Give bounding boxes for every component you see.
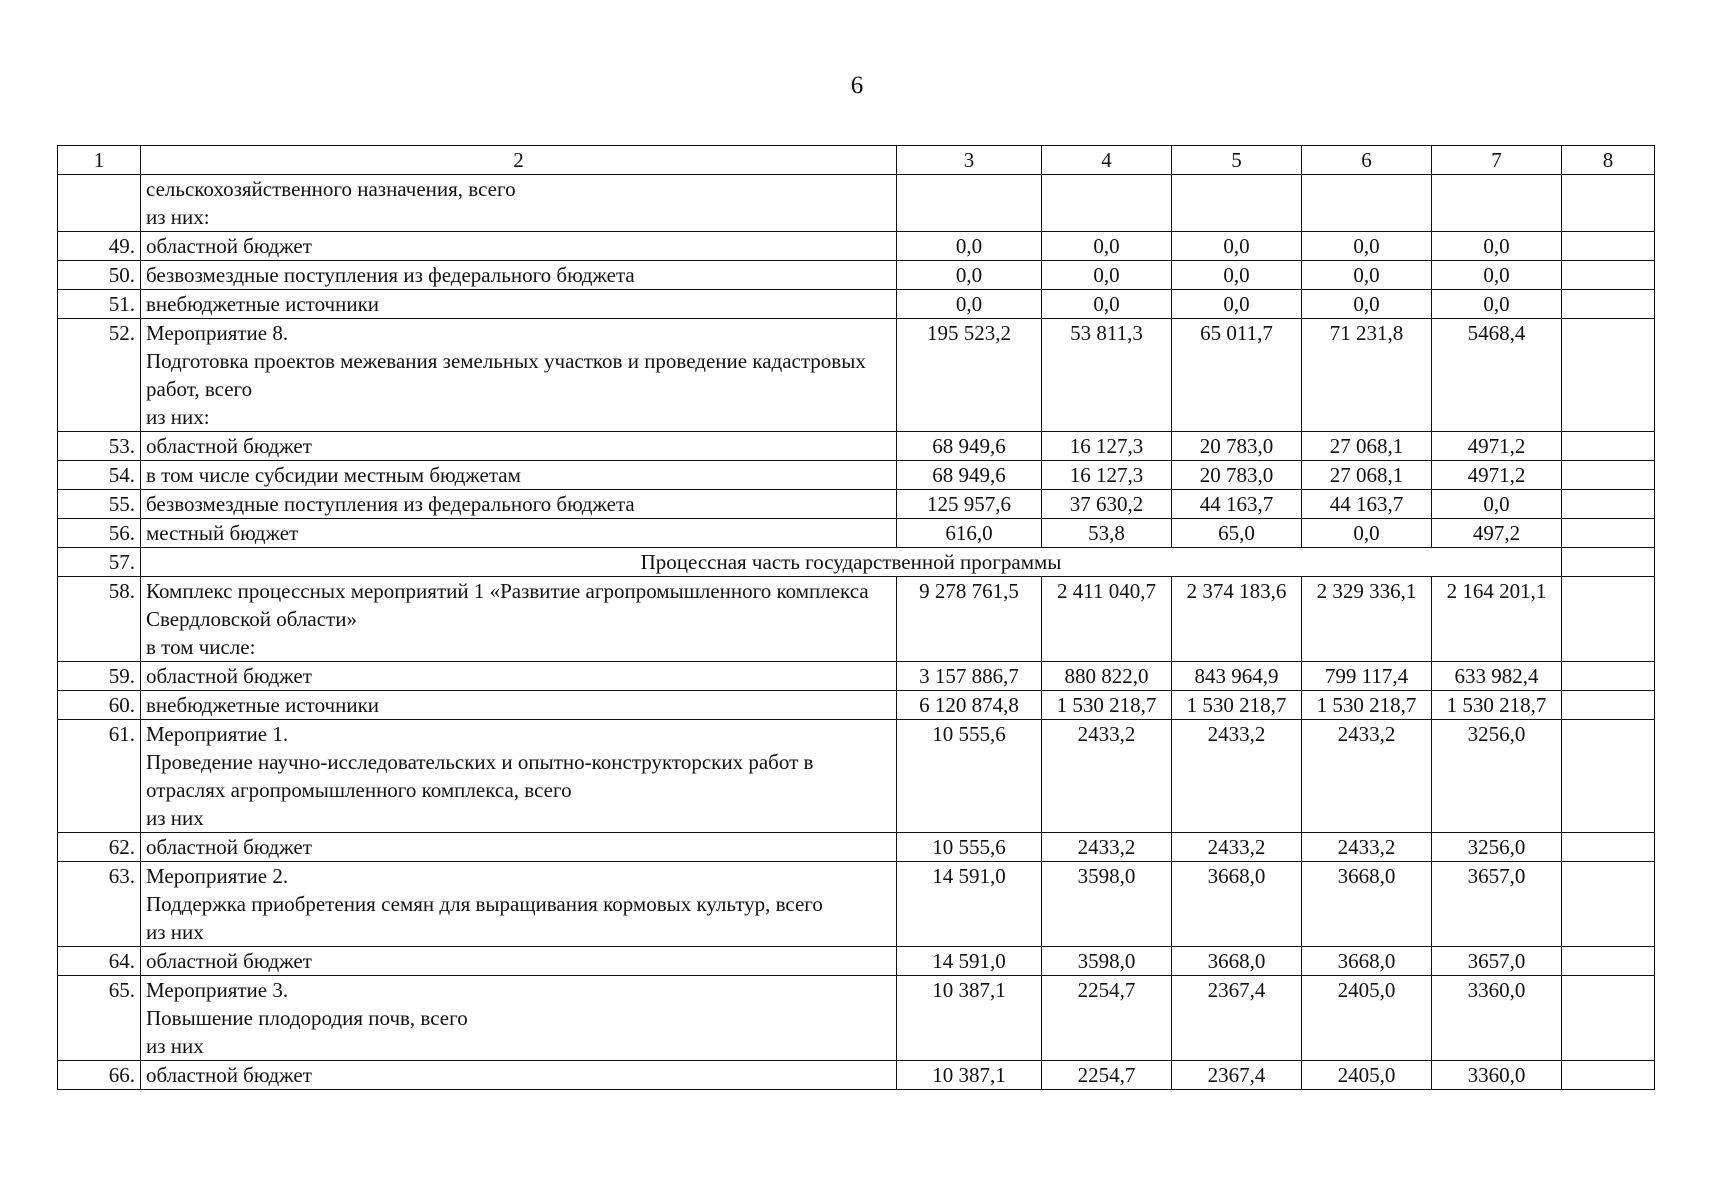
value-cell-col6: 27 068,1 bbox=[1302, 461, 1432, 490]
row-number: 64. bbox=[58, 947, 141, 976]
table-header-row bbox=[58, 146, 1655, 175]
header-cell: 1 bbox=[58, 146, 141, 175]
value-cell-col3: 0,0 bbox=[897, 232, 1042, 261]
header-cell: 3 bbox=[897, 146, 1042, 175]
value-cell-col7 bbox=[1432, 175, 1562, 232]
value-cell-col7: 3657,0 bbox=[1432, 947, 1562, 976]
table-row bbox=[58, 232, 1655, 261]
value-cell-col6: 71 231,8 bbox=[1302, 319, 1432, 432]
value-cell-col5: 2367,4 bbox=[1172, 1061, 1302, 1090]
value-cell-col8 bbox=[1562, 720, 1655, 833]
table-row bbox=[58, 976, 1655, 1061]
value-cell-col6: 0,0 bbox=[1302, 261, 1432, 290]
row-number: 65. bbox=[58, 976, 141, 1061]
row-description: областной бюджет bbox=[141, 662, 897, 691]
value-cell-col6: 2433,2 bbox=[1302, 720, 1432, 833]
value-cell-col3: 10 555,6 bbox=[897, 720, 1042, 833]
table-row bbox=[58, 461, 1655, 490]
value-cell-col3: 195 523,2 bbox=[897, 319, 1042, 432]
value-cell-col5: 0,0 bbox=[1172, 290, 1302, 319]
value-cell-col7: 633 982,4 bbox=[1432, 662, 1562, 691]
value-cell-col4: 2254,7 bbox=[1042, 976, 1172, 1061]
row-number: 55. bbox=[58, 490, 141, 519]
row-description: Мероприятие 8. Подготовка проектов межевания земельных участков и проведение кадастровых работ, всего из них: bbox=[141, 319, 897, 432]
row-description: Комплекс процессных мероприятий 1 «Развитие агропромышленного комплекса Свердловской области» в том числе: bbox=[141, 577, 897, 662]
value-cell-col7: 3360,0 bbox=[1432, 1061, 1562, 1090]
value-cell-col8 bbox=[1562, 290, 1655, 319]
row-description: Мероприятие 1. Проведение научно-исследовательских и опытно-конструкторских работ в отраслях агропромышленного комплекса, всего из них bbox=[141, 720, 897, 833]
value-cell-col7: 0,0 bbox=[1432, 290, 1562, 319]
table-row bbox=[58, 833, 1655, 862]
value-cell-col8 bbox=[1562, 976, 1655, 1061]
value-cell-col3: 616,0 bbox=[897, 519, 1042, 548]
value-cell-col3: 3 157 886,7 bbox=[897, 662, 1042, 691]
value-cell-col4: 880 822,0 bbox=[1042, 662, 1172, 691]
table-row bbox=[58, 490, 1655, 519]
table-row bbox=[58, 691, 1655, 720]
row-description: местный бюджет bbox=[141, 519, 897, 548]
value-cell-col5: 20 783,0 bbox=[1172, 461, 1302, 490]
value-cell-col8 bbox=[1562, 519, 1655, 548]
value-cell-col7: 2 164 201,1 bbox=[1432, 577, 1562, 662]
table-row bbox=[58, 432, 1655, 461]
row-number: 50. bbox=[58, 261, 141, 290]
header-cell: 4 bbox=[1042, 146, 1172, 175]
table-row bbox=[58, 319, 1655, 432]
table-row bbox=[58, 720, 1655, 833]
budget-table bbox=[57, 145, 1655, 1090]
value-cell-col5: 843 964,9 bbox=[1172, 662, 1302, 691]
value-cell-col8 bbox=[1562, 577, 1655, 662]
value-cell-col3: 14 591,0 bbox=[897, 862, 1042, 947]
table-row bbox=[58, 1061, 1655, 1090]
value-cell-col4: 3598,0 bbox=[1042, 947, 1172, 976]
table-row bbox=[58, 947, 1655, 976]
page-number: 6 bbox=[850, 72, 864, 99]
value-cell-col7: 4971,2 bbox=[1432, 432, 1562, 461]
value-cell-col4: 1 530 218,7 bbox=[1042, 691, 1172, 720]
value-cell-col7: 1 530 218,7 bbox=[1432, 691, 1562, 720]
value-cell-col8 bbox=[1562, 1061, 1655, 1090]
value-cell-col6: 27 068,1 bbox=[1302, 432, 1432, 461]
row-description: областной бюджет bbox=[141, 833, 897, 862]
value-cell-col4: 2433,2 bbox=[1042, 720, 1172, 833]
value-cell-col5: 1 530 218,7 bbox=[1172, 691, 1302, 720]
row-description: сельскохозяйственного назначения, всего из них: bbox=[141, 175, 897, 232]
value-cell-col4: 16 127,3 bbox=[1042, 461, 1172, 490]
value-cell-col6: 3668,0 bbox=[1302, 947, 1432, 976]
value-cell-col4: 0,0 bbox=[1042, 232, 1172, 261]
value-cell-col8 bbox=[1562, 862, 1655, 947]
value-cell-col4: 2433,2 bbox=[1042, 833, 1172, 862]
value-cell-col4: 3598,0 bbox=[1042, 862, 1172, 947]
row-number bbox=[58, 175, 141, 232]
table-row bbox=[58, 577, 1655, 662]
header-cell: 7 bbox=[1432, 146, 1562, 175]
value-cell-col5: 3668,0 bbox=[1172, 947, 1302, 976]
value-cell-col7: 4971,2 bbox=[1432, 461, 1562, 490]
row-number: 63. bbox=[58, 862, 141, 947]
row-number: 62. bbox=[58, 833, 141, 862]
value-cell-col3 bbox=[897, 175, 1042, 232]
value-cell-col5: 44 163,7 bbox=[1172, 490, 1302, 519]
row-number: 49. bbox=[58, 232, 141, 261]
value-cell-col6: 2405,0 bbox=[1302, 976, 1432, 1061]
value-cell-col5: 0,0 bbox=[1172, 232, 1302, 261]
row-description: Мероприятие 2. Поддержка приобретения семян для выращивания кормовых культур, всего из них bbox=[141, 862, 897, 947]
row-number: 60. bbox=[58, 691, 141, 720]
value-cell-col7: 0,0 bbox=[1432, 261, 1562, 290]
value-cell-col8 bbox=[1562, 175, 1655, 232]
value-cell-col8 bbox=[1562, 432, 1655, 461]
value-cell-col8 bbox=[1562, 691, 1655, 720]
value-cell-col8 bbox=[1562, 319, 1655, 432]
value-cell-col7: 3657,0 bbox=[1432, 862, 1562, 947]
value-cell-col3: 125 957,6 bbox=[897, 490, 1042, 519]
value-cell-col3: 68 949,6 bbox=[897, 461, 1042, 490]
value-cell-col4: 16 127,3 bbox=[1042, 432, 1172, 461]
value-cell-col8 bbox=[1562, 662, 1655, 691]
value-cell-col3: 10 387,1 bbox=[897, 1061, 1042, 1090]
row-description: областной бюджет bbox=[141, 947, 897, 976]
row-number: 56. bbox=[58, 519, 141, 548]
value-cell-col6: 0,0 bbox=[1302, 290, 1432, 319]
value-cell-col8 bbox=[1562, 548, 1655, 577]
row-description: областной бюджет bbox=[141, 1061, 897, 1090]
row-description: внебюджетные источники bbox=[141, 290, 897, 319]
value-cell-col3: 6 120 874,8 bbox=[897, 691, 1042, 720]
value-cell-col5 bbox=[1172, 175, 1302, 232]
row-description: областной бюджет bbox=[141, 432, 897, 461]
value-cell-col4: 0,0 bbox=[1042, 290, 1172, 319]
row-number: 52. bbox=[58, 319, 141, 432]
value-cell-col5: 65,0 bbox=[1172, 519, 1302, 548]
value-cell-col7: 5468,4 bbox=[1432, 319, 1562, 432]
section-title: Процессная часть государственной программы bbox=[141, 548, 1562, 577]
value-cell-col4: 53 811,3 bbox=[1042, 319, 1172, 432]
value-cell-col7: 3256,0 bbox=[1432, 720, 1562, 833]
value-cell-col5: 0,0 bbox=[1172, 261, 1302, 290]
value-cell-col6: 2405,0 bbox=[1302, 1061, 1432, 1090]
value-cell-col5: 2367,4 bbox=[1172, 976, 1302, 1061]
value-cell-col8 bbox=[1562, 461, 1655, 490]
value-cell-col7: 497,2 bbox=[1432, 519, 1562, 548]
row-description: областной бюджет bbox=[141, 232, 897, 261]
value-cell-col3: 10 555,6 bbox=[897, 833, 1042, 862]
value-cell-col6: 799 117,4 bbox=[1302, 662, 1432, 691]
value-cell-col6: 3668,0 bbox=[1302, 862, 1432, 947]
value-cell-col8 bbox=[1562, 490, 1655, 519]
value-cell-col4: 53,8 bbox=[1042, 519, 1172, 548]
value-cell-col3: 68 949,6 bbox=[897, 432, 1042, 461]
table-row bbox=[58, 548, 1655, 577]
header-cell: 5 bbox=[1172, 146, 1302, 175]
row-number: 66. bbox=[58, 1061, 141, 1090]
value-cell-col4: 37 630,2 bbox=[1042, 490, 1172, 519]
value-cell-col8 bbox=[1562, 947, 1655, 976]
value-cell-col7: 0,0 bbox=[1432, 490, 1562, 519]
value-cell-col8 bbox=[1562, 232, 1655, 261]
value-cell-col3: 14 591,0 bbox=[897, 947, 1042, 976]
value-cell-col5: 65 011,7 bbox=[1172, 319, 1302, 432]
value-cell-col3: 0,0 bbox=[897, 290, 1042, 319]
value-cell-col7: 3256,0 bbox=[1432, 833, 1562, 862]
value-cell-col7: 3360,0 bbox=[1432, 976, 1562, 1061]
row-description: безвозмездные поступления из федерального бюджета bbox=[141, 261, 897, 290]
value-cell-col3: 0,0 bbox=[897, 261, 1042, 290]
value-cell-col3: 9 278 761,5 bbox=[897, 577, 1042, 662]
header-cell: 8 bbox=[1562, 146, 1655, 175]
row-description: внебюджетные источники bbox=[141, 691, 897, 720]
value-cell-col4: 2 411 040,7 bbox=[1042, 577, 1172, 662]
value-cell-col5: 2433,2 bbox=[1172, 720, 1302, 833]
value-cell-col6: 2 329 336,1 bbox=[1302, 577, 1432, 662]
value-cell-col3: 10 387,1 bbox=[897, 976, 1042, 1061]
row-number: 54. bbox=[58, 461, 141, 490]
row-description: Мероприятие 3. Повышение плодородия почв, всего из них bbox=[141, 976, 897, 1061]
header-cell: 2 bbox=[141, 146, 897, 175]
row-number: 59. bbox=[58, 662, 141, 691]
row-number: 57. bbox=[58, 548, 141, 577]
value-cell-col8 bbox=[1562, 261, 1655, 290]
row-number: 51. bbox=[58, 290, 141, 319]
table-row bbox=[58, 175, 1655, 232]
row-number: 61. bbox=[58, 720, 141, 833]
table-row bbox=[58, 662, 1655, 691]
table-row bbox=[58, 261, 1655, 290]
value-cell-col8 bbox=[1562, 833, 1655, 862]
value-cell-col5: 20 783,0 bbox=[1172, 432, 1302, 461]
value-cell-col5: 2 374 183,6 bbox=[1172, 577, 1302, 662]
value-cell-col6: 0,0 bbox=[1302, 232, 1432, 261]
value-cell-col6: 0,0 bbox=[1302, 519, 1432, 548]
value-cell-col7: 0,0 bbox=[1432, 232, 1562, 261]
value-cell-col6: 44 163,7 bbox=[1302, 490, 1432, 519]
value-cell-col5: 2433,2 bbox=[1172, 833, 1302, 862]
row-description: безвозмездные поступления из федерального бюджета bbox=[141, 490, 897, 519]
value-cell-col4: 2254,7 bbox=[1042, 1061, 1172, 1090]
table-row bbox=[58, 290, 1655, 319]
value-cell-col5: 3668,0 bbox=[1172, 862, 1302, 947]
header-cell: 6 bbox=[1302, 146, 1432, 175]
value-cell-col6: 2433,2 bbox=[1302, 833, 1432, 862]
table-row bbox=[58, 519, 1655, 548]
row-description: в том числе субсидии местным бюджетам bbox=[141, 461, 897, 490]
row-number: 58. bbox=[58, 577, 141, 662]
row-number: 53. bbox=[58, 432, 141, 461]
value-cell-col4: 0,0 bbox=[1042, 261, 1172, 290]
value-cell-col4 bbox=[1042, 175, 1172, 232]
value-cell-col6 bbox=[1302, 175, 1432, 232]
table-row bbox=[58, 862, 1655, 947]
value-cell-col6: 1 530 218,7 bbox=[1302, 691, 1432, 720]
